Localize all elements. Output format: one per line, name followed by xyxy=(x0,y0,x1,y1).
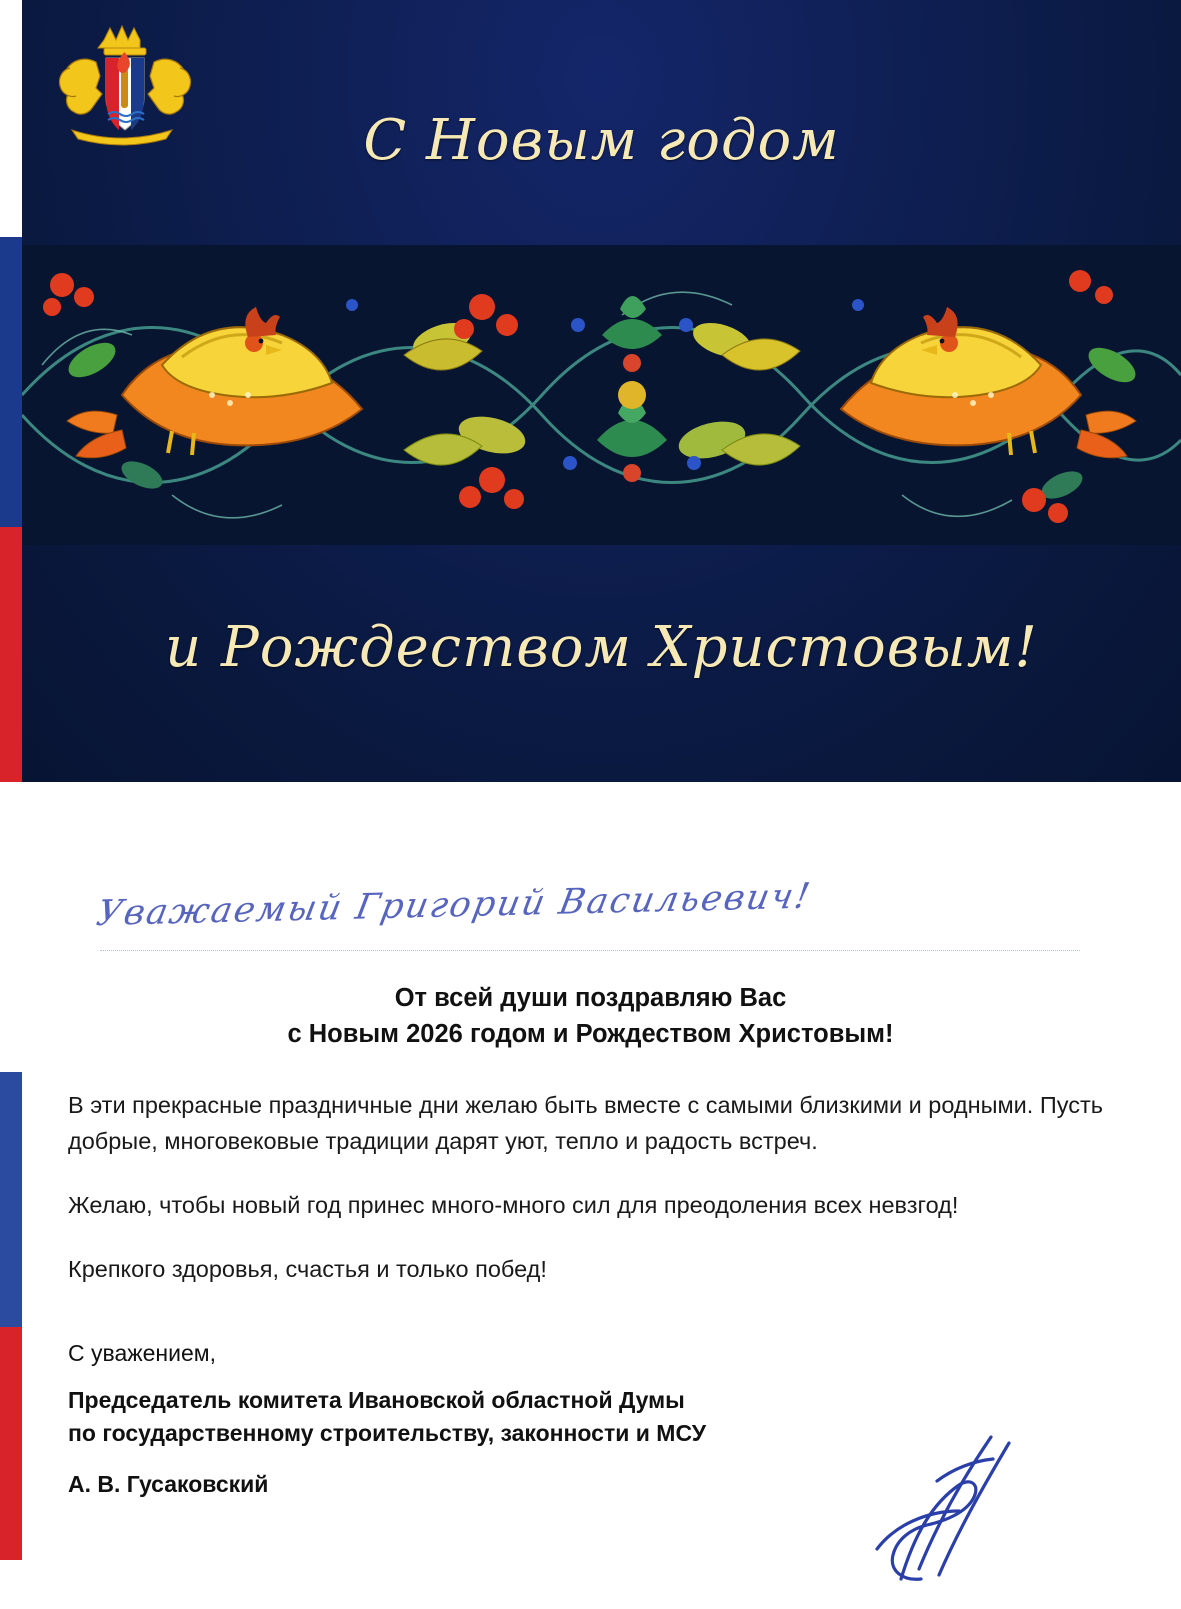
address-rule xyxy=(100,950,1080,951)
letter-paragraphs xyxy=(68,1087,1138,1315)
letter-body xyxy=(0,782,1181,1609)
signer-name: А. В. Гусаковский xyxy=(68,1471,269,1497)
flag-strip-bottom xyxy=(0,1060,22,1560)
salutation-line-1: От всей души поздравляю Вас xyxy=(394,984,787,1012)
flag-band-red xyxy=(0,527,22,782)
flag-band-blue xyxy=(0,237,22,527)
flag-band-white xyxy=(0,1060,22,1072)
ornament-band xyxy=(22,245,1181,545)
handwritten-signature-icon xyxy=(841,1429,1061,1599)
flag-strip-top xyxy=(0,237,22,782)
paragraph-3: Крепкого здоровья, счастья и только побед! xyxy=(68,1256,547,1282)
signer-title-line-1: Председатель комитета Ивановской областной Думы xyxy=(68,1387,685,1413)
flag-band-red xyxy=(0,1327,22,1560)
paragraph-1: В эти прекрасные праздничные дни желаю быть вместе с самыми близкими и родными. Пусть добрые, многовековые традиции дарят уют, тепло и радость встреч. xyxy=(68,1092,1103,1154)
regards-line: С уважением, xyxy=(68,1340,216,1366)
card-header-panel xyxy=(22,0,1181,782)
handwritten-address: Уважаемый Григорий Васильевич! xyxy=(93,876,815,935)
greeting-line-1: С Новым годом xyxy=(363,108,840,173)
signature-block xyxy=(68,1337,968,1501)
salutation xyxy=(0,980,1181,1052)
paragraph-2: Желаю, чтобы новый год принес много-много сил для преодоления всех невзгод! xyxy=(68,1192,959,1218)
salutation-line-2: с Новым 2026 годом и Рождеством Христовым! xyxy=(287,1020,894,1048)
greeting-line-2: и Рождеством Христовым! xyxy=(165,615,1038,680)
flag-band-blue xyxy=(0,1072,22,1327)
signer-title-line-2: по государственному строительству, законности и МСУ xyxy=(68,1420,707,1446)
